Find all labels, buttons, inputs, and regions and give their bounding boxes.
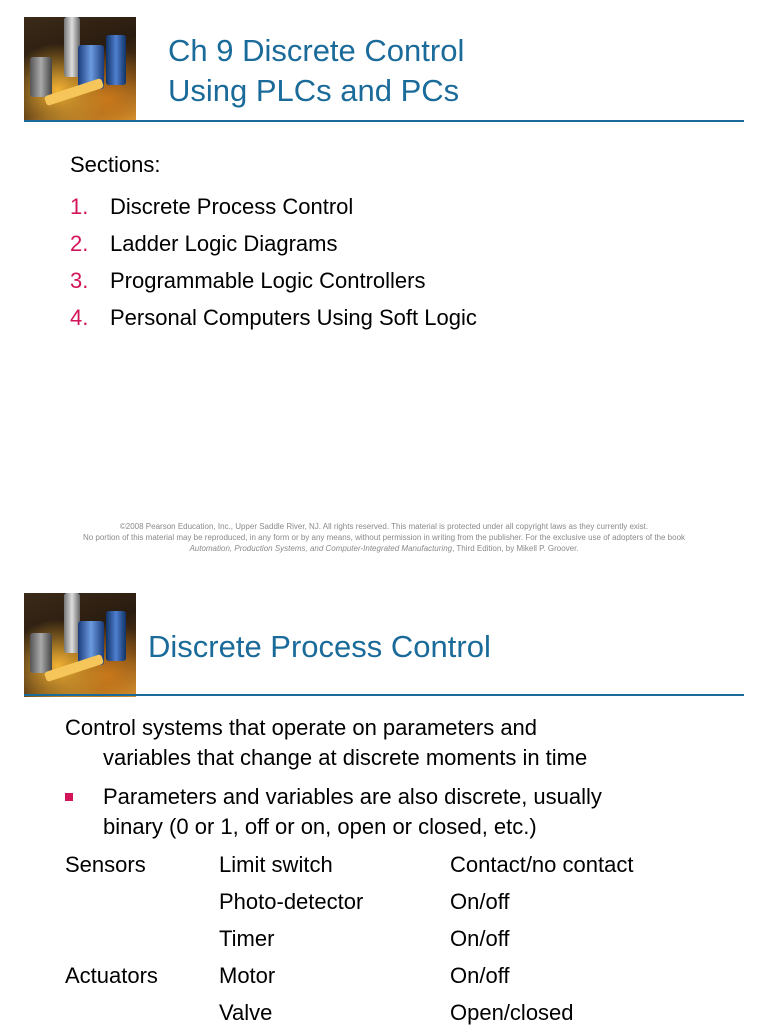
list-item [70, 225, 477, 262]
square-bullet-icon [65, 793, 73, 801]
intro-paragraph [65, 713, 725, 773]
table-row [65, 994, 710, 1031]
title-text: Discrete Process Control [148, 629, 491, 664]
list-text: Programmable Logic Controllers [110, 268, 426, 293]
footer-line-3 [0, 543, 768, 554]
table-row [65, 846, 710, 883]
table-row [65, 883, 710, 920]
header-photo [24, 17, 136, 121]
intro-line-1: Control systems that operate on parameters and [65, 715, 538, 740]
device-cell: Valve [219, 999, 273, 1025]
table-row [65, 920, 710, 957]
sensor-actuator-table [65, 846, 710, 1031]
sections-list [70, 188, 477, 336]
list-text: Ladder Logic Diagrams [110, 231, 338, 256]
category-cell [65, 883, 219, 920]
table-row [65, 957, 710, 994]
intro-line-2: variables that change at discrete moments in time [103, 745, 588, 770]
state-cell: On/off [450, 888, 510, 914]
category-cell: Actuators [65, 962, 158, 988]
slide-2 [0, 560, 768, 1024]
bullet-line-2: binary (0 or 1, off or on, open or closed, etc.) [103, 814, 537, 839]
category-cell [65, 994, 219, 1031]
list-number: 4. [70, 305, 89, 330]
device-cell: Limit switch [219, 851, 333, 877]
footer-line-3-rest: , Third Edition, by Mikell P. Groover. [452, 544, 579, 553]
slide-title [148, 627, 491, 667]
sections-label: Sections: [70, 152, 161, 177]
title-line-2: Using PLCs and PCs [168, 73, 460, 108]
device-cell: Photo-detector [219, 888, 364, 914]
device-cell: Timer [219, 925, 275, 951]
category-cell [65, 920, 219, 957]
bullet-line-1: Parameters and variables are also discrete, usually [103, 784, 602, 809]
copyright-footer [0, 521, 768, 554]
bullet-item [65, 782, 725, 842]
category-cell: Sensors [65, 851, 146, 877]
list-text: Personal Computers Using Soft Logic [110, 305, 477, 330]
state-cell: On/off [450, 962, 510, 988]
header-photo [24, 593, 136, 697]
list-item [70, 188, 477, 225]
list-number: 2. [70, 231, 89, 256]
footer-line-2: No portion of this material may be reproduced, in any form or by any means, without permission in writing from the publisher. For the exclusive use of adopters of the book [82, 533, 686, 542]
list-number: 1. [70, 194, 89, 219]
state-cell: Contact/no contact [450, 851, 634, 877]
state-cell: Open/closed [450, 999, 574, 1025]
title-divider [24, 120, 744, 122]
list-item [70, 299, 477, 336]
device-cell: Motor [219, 962, 276, 988]
list-item [70, 262, 477, 299]
title-line-1: Ch 9 Discrete Control [168, 33, 465, 68]
title-divider [24, 694, 744, 696]
state-cell: On/off [450, 925, 510, 951]
slide-title [168, 31, 464, 111]
footer-line-1: ©2008 Pearson Education, Inc., Upper Saddle River, NJ. All rights reserved. This material is protected under all copyright laws as they currently exist. [119, 522, 649, 531]
list-text: Discrete Process Control [110, 194, 354, 219]
list-number: 3. [70, 268, 89, 293]
book-title: Automation, Production Systems, and Computer-Integrated Manufacturing [189, 544, 453, 553]
